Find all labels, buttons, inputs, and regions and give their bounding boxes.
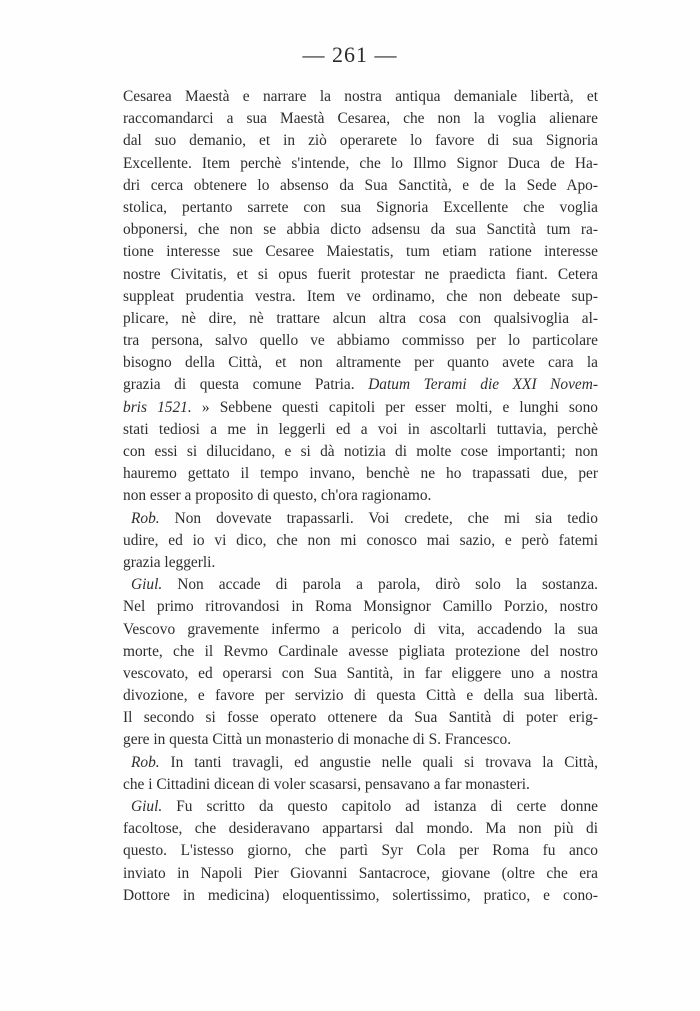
text-line [123, 574, 598, 596]
text-segment: Dottore in medicina) eloquentissimo, solertissimo, pratico, e cono- [123, 886, 598, 904]
italic-text: Giul. [131, 798, 163, 815]
text-segment: plicare, nè dire, nè trattare alcun altra cosa con qualsivoglia al- [123, 309, 598, 327]
text-line [123, 86, 598, 108]
text-line [123, 241, 598, 263]
text-segment: Nel primo ritrovandosi in Roma Monsignor Camillo Porzio, nostro [123, 598, 598, 616]
text-segment: con essi si dilucidano, e si dà notizia di molte cose importanti; non [123, 443, 598, 460]
text-segment: Non accade di parola a parola, dirò solo la sostanza. [162, 576, 598, 594]
text-segment: dal suo demanio, et in ziò operarete lo favore di sua Signoria [123, 132, 598, 150]
text-line [123, 619, 598, 641]
body-text [123, 86, 598, 907]
text-line [123, 530, 598, 552]
text-segment: Excellente. Item perchè s'intende, che lo Illmo Signor Duca de Ha- [123, 154, 598, 172]
text-line [123, 707, 598, 729]
text-line [123, 153, 598, 175]
text-line [123, 663, 598, 685]
text-line [123, 197, 598, 219]
text-line [123, 885, 598, 907]
text-line [123, 419, 598, 441]
text-line [123, 508, 598, 530]
text-segment: Fu scritto da questo capitolo ad istanza di certe donne [162, 798, 598, 815]
text-line [123, 863, 598, 885]
text-line [123, 352, 598, 374]
text-segment: tra persona, salvo quello ve abbiamo commisso per lo particolare [123, 332, 598, 350]
text-segment: Cesarea Maestà e narrare la nostra antiqua demaniale libertà, et [123, 88, 598, 105]
text-line [123, 818, 598, 840]
text-line [123, 397, 598, 419]
text-line [123, 308, 598, 330]
text-segment: Vescovo gravemente infermo a pericolo di vita, accadendo la sua [123, 620, 598, 638]
text-segment: hauremo gettato il tempo invano, benchè ne ho trapassati due, per [123, 465, 598, 483]
italic-text: Rob. [131, 509, 160, 527]
text-segment: raccomandarci a sua Maestà Cesarea, che non la voglia alienare [123, 110, 598, 128]
page-number: — 261 — [302, 42, 398, 67]
text-segment: Non dovevate trapassarli. Voi credete, che mi sia tedio [159, 509, 598, 527]
text-line [123, 596, 598, 618]
text-line [123, 219, 598, 241]
text-segment: gere in questa Città un monasterio di monache di S. Francesco. [123, 731, 512, 749]
text-line [123, 441, 598, 463]
text-segment: che i Cittadini dicean di voler scasarsi, pensavano a far monasteri. [123, 775, 530, 793]
text-segment: morte, che il Revmo Cardinale avesse pigliata protezione del nostro [123, 642, 598, 660]
text-line [123, 485, 598, 507]
text-line [123, 796, 598, 818]
text-segment: inviato in Napoli Pier Giovanni Santacroce, giovane (oltre che era [123, 864, 598, 882]
text-line [123, 752, 598, 774]
italic-text: Datum Terami die XXI Novem- [368, 376, 598, 394]
text-line [123, 840, 598, 862]
text-line [123, 463, 598, 485]
text-line [123, 130, 598, 152]
text-segment: divozione, e favore per servizio di questa Città e della sua libertà. [123, 687, 598, 705]
text-segment: dri cerca obtenere lo absenso da Sua Sanctità, e de la Sede Apo- [123, 176, 598, 194]
text-segment: obponersi, che non se abbia dicto adsensu da sua Sanctità tum ra- [123, 221, 598, 239]
text-segment: vescovato, ed operarsi con Sua Santità, in far eliggere uno a nostra [123, 664, 598, 682]
text-segment: udire, ed io vi dico, che non mi conosco mai sazio, e però fatemi [123, 531, 598, 549]
text-line [123, 685, 598, 707]
text-segment: grazia leggerli. [123, 553, 216, 571]
text-segment: Il secondo si fosse operato ottenere da Sua Santità di poter erig- [123, 709, 598, 727]
text-line [123, 552, 598, 574]
text-line [123, 286, 598, 308]
text-line [123, 264, 598, 286]
italic-text: Rob. [131, 753, 160, 771]
italic-text: bris 1521. [123, 398, 192, 416]
italic-text: Giul. [131, 576, 163, 594]
text-line [123, 175, 598, 197]
text-segment: In tanti travagli, ed angustie nelle quali si trovava la Città, [159, 753, 598, 771]
text-line [123, 374, 598, 396]
text-segment: bisogno della Città, et non altramente per quanto avete cara la [123, 354, 598, 372]
text-segment: questo. L'istesso giorno, che partì Syr Cola per Roma fu anco [123, 842, 598, 860]
text-segment: stolica, pertanto sarrete con sua Signoria Excellente che voglia [123, 198, 598, 216]
text-segment: stati tediosi a me in leggerli ed a voi in ascoltarli tuttavia, perchè [123, 420, 598, 438]
text-segment: nostre Civitatis, et si opus fuerit protestar ne praedicta fiant. Cetera [123, 265, 598, 283]
text-line [123, 641, 598, 663]
text-segment: suppleat prudentia vestra. Item ve ordinamo, che non debeate sup- [123, 287, 598, 305]
text-segment: facoltose, che desideravano appartarsi dal mondo. Ma non più di [123, 820, 598, 838]
text-segment: grazia di questa comune Patria. [123, 376, 369, 394]
text-line [123, 774, 598, 796]
text-line [123, 108, 598, 130]
text-line [123, 729, 598, 751]
text-segment: » Sebbene questi capitoli per esser molti, e lunghi sono [191, 398, 598, 416]
text-segment: non esser a proposito di questo, ch'ora ragionamo. [123, 487, 432, 505]
text-segment: tione interesse sue Cesaree Maiestatis, tum etiam ratione interesse [123, 243, 598, 261]
text-line [123, 330, 598, 352]
